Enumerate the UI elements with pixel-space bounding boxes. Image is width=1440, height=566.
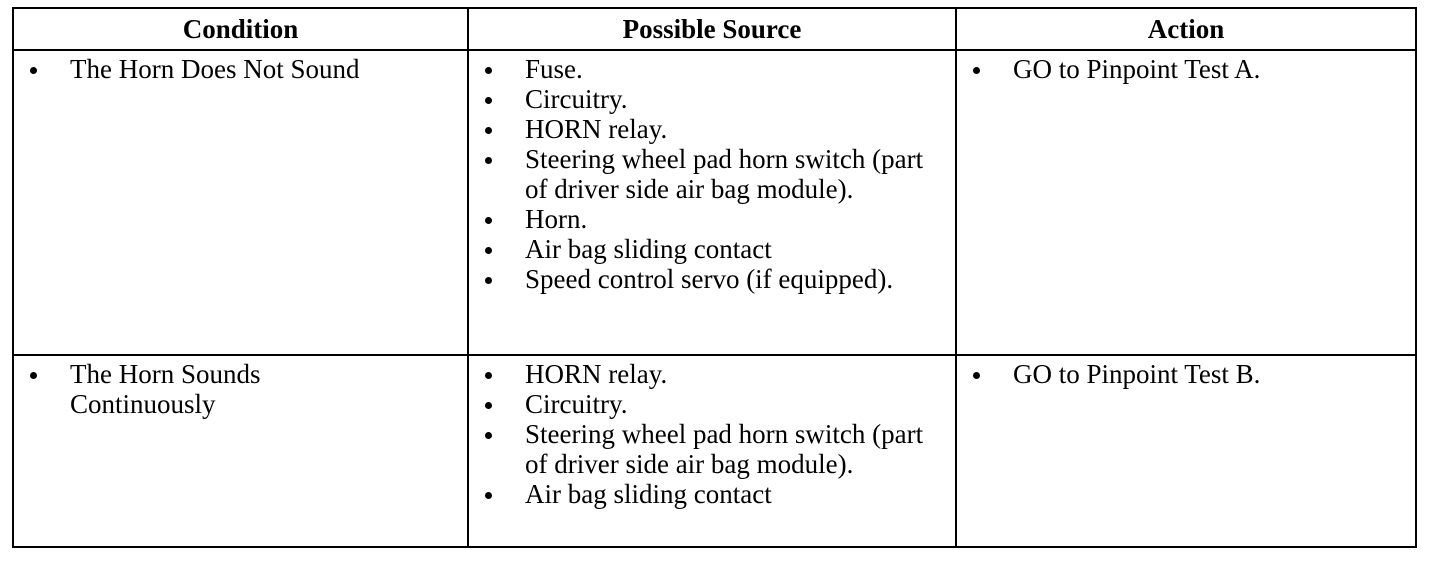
bullet-icon — [485, 157, 492, 164]
condition-item — [14, 359, 467, 419]
source-item — [469, 359, 955, 389]
bullet-icon — [30, 372, 37, 379]
action-cell — [956, 50, 1416, 355]
condition-text: The Horn Does Not Sound — [70, 54, 360, 84]
source-item — [469, 264, 955, 294]
action-item — [957, 54, 1415, 84]
source-item — [469, 84, 955, 114]
source-text: Air bag sliding contact — [525, 234, 772, 264]
bullet-icon — [973, 372, 980, 379]
action-cell — [956, 355, 1416, 547]
source-item — [469, 54, 955, 84]
diagnosis-table — [12, 7, 1417, 548]
source-text: Steering wheel pad horn switch (part of driver side air bag module). — [525, 419, 924, 479]
header-condition: Condition — [13, 8, 468, 50]
source-text: Speed control servo (if equipped). — [525, 264, 894, 294]
source-item — [469, 234, 955, 264]
header-possible-source: Possible Source — [468, 8, 956, 50]
bullet-icon — [485, 247, 492, 254]
table-row — [13, 355, 1416, 547]
source-cell — [468, 50, 956, 355]
bullet-icon — [485, 492, 492, 499]
source-text: HORN relay. — [525, 359, 668, 389]
condition-text: The Horn Sounds Continuously — [70, 359, 261, 419]
condition-item — [14, 54, 467, 84]
header-action: Action — [956, 8, 1416, 50]
bullet-icon — [485, 372, 492, 379]
bullet-icon — [30, 67, 37, 74]
source-item — [469, 389, 955, 419]
source-item — [469, 204, 955, 234]
bullet-icon — [485, 127, 492, 134]
action-text: GO to Pinpoint Test A. — [1013, 54, 1261, 84]
source-text: Circuitry. — [525, 84, 628, 114]
bullet-icon — [973, 67, 980, 74]
condition-cell — [13, 50, 468, 355]
bullet-icon — [485, 277, 492, 284]
source-item — [469, 144, 955, 204]
table-row — [13, 50, 1416, 355]
bullet-icon — [485, 67, 492, 74]
bullet-icon — [485, 97, 492, 104]
condition-cell — [13, 355, 468, 547]
source-text: Air bag sliding contact — [525, 479, 772, 509]
action-text: GO to Pinpoint Test B. — [1013, 359, 1261, 389]
source-item — [469, 114, 955, 144]
action-item — [957, 359, 1415, 389]
source-item — [469, 419, 955, 479]
source-text: Horn. — [525, 204, 588, 234]
bullet-icon — [485, 217, 492, 224]
source-text: Fuse. — [525, 54, 583, 84]
header-row — [13, 8, 1416, 50]
source-text: Steering wheel pad horn switch (part of driver side air bag module). — [525, 144, 924, 204]
source-item — [469, 479, 955, 509]
source-cell — [468, 355, 956, 547]
bullet-icon — [485, 432, 492, 439]
source-text: HORN relay. — [525, 114, 668, 144]
source-text: Circuitry. — [525, 389, 628, 419]
bullet-icon — [485, 402, 492, 409]
